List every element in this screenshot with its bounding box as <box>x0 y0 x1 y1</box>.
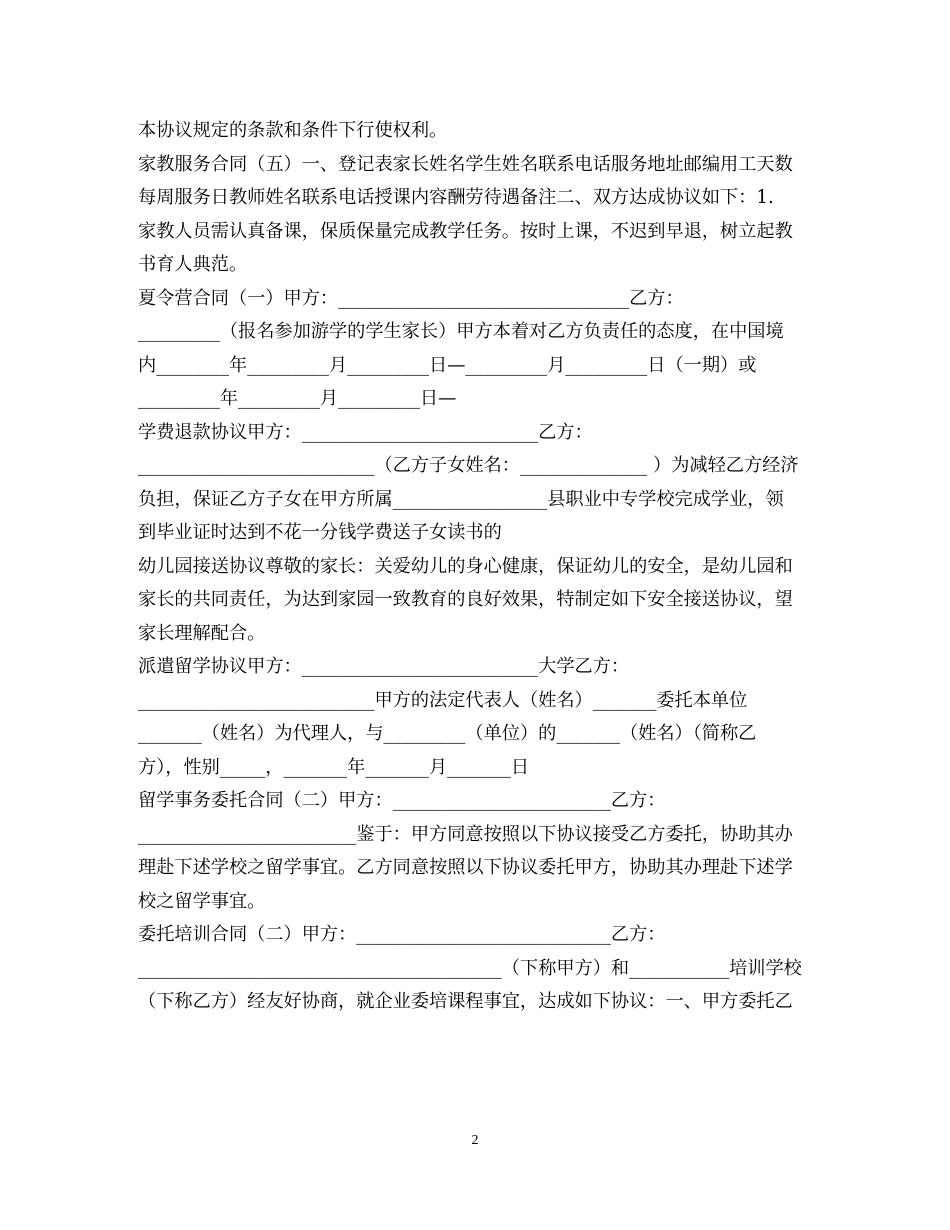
document-body <box>138 114 818 1019</box>
text-line: 家教服务合同（五）一、登记表家长姓名学生姓名联系电话服务地址邮编用工天数 <box>138 153 793 175</box>
text-line: 本协议规定的条款和条件下行使权利。 <box>138 120 448 141</box>
page-number: 2 <box>471 1133 479 1148</box>
text-line: _______（姓名）为代理人，与_________（单位）的_______（姓名）（简称乙 <box>138 723 757 744</box>
text-line: 家教人员需认真备课，保质保量完成教学任务。按时上课，不迟到早退，树立起教 <box>138 220 793 242</box>
text-line: 家长的共同责任，为达到家园一致教育的良好效果，特制定如下安全接送协议，望 <box>138 589 793 610</box>
text-line: 书育人典范。 <box>138 254 248 275</box>
text-line: ________________________鉴于：甲方同意按照以下协议接受乙方委托，协助其办 <box>138 823 793 845</box>
text-line: 委托培训合同（二）甲方：____________________________乙方： <box>138 924 666 945</box>
text-line: 校之留学事宜。 <box>138 890 266 912</box>
text-line: 派遣留学协议甲方：__________________________大学乙方： <box>138 656 630 677</box>
text-line: ________________________________________（下称甲方）和___________培训学校 <box>138 957 802 979</box>
text-line: （下称乙方）经友好协商，就企业委培课程事宜，达成如下协议：一、甲方委托乙 <box>138 991 793 1012</box>
text-line: 家长理解配合。 <box>138 622 266 644</box>
text-line: 幼儿园接送协议尊敬的家长：关爱幼儿的身心健康，保证幼儿的安全，是幼儿园和 <box>138 555 793 577</box>
text-line: 学费退款协议甲方：__________________________乙方： <box>138 421 593 443</box>
text-line: _________（报名参加游学的学生家长）甲方本着对乙方负责任的态度，在中国境 <box>138 321 784 342</box>
text-line: 理赴下述学校之留学事宜。乙方同意按照以下协议委托甲方，协助其办理赴下述学 <box>138 857 793 878</box>
text-line: 留学事务委托合同（二）甲方：________________________乙方： <box>138 790 666 811</box>
text-line: 负担，保证乙方子女在甲方所属_________________县职业中专学校完成学业，领 <box>138 488 784 510</box>
text-line: 方），性别_____，_______年_______月_______日 <box>138 756 530 778</box>
text-line: 内________年_________月_________日—_________月_________日（一期）或 <box>138 354 757 376</box>
text-line: 夏令营合同（一）甲方：________________________________乙方： <box>138 287 684 309</box>
text-line: __________________________（乙方子女姓名：______________ ）为减轻乙方经济 <box>138 455 799 476</box>
text-line: __________________________甲方的法定代表人（姓名）_______委托本单位 <box>138 689 748 711</box>
text-line: 到毕业证时达到不花一分钱学费送子女读书的 <box>138 522 502 543</box>
text-line: _________年_________月_________日— <box>138 388 457 409</box>
text-line: 每周服务日教师姓名联系电话授课内容酬劳待遇备注二、双方达成协议如下：1. <box>138 187 774 208</box>
